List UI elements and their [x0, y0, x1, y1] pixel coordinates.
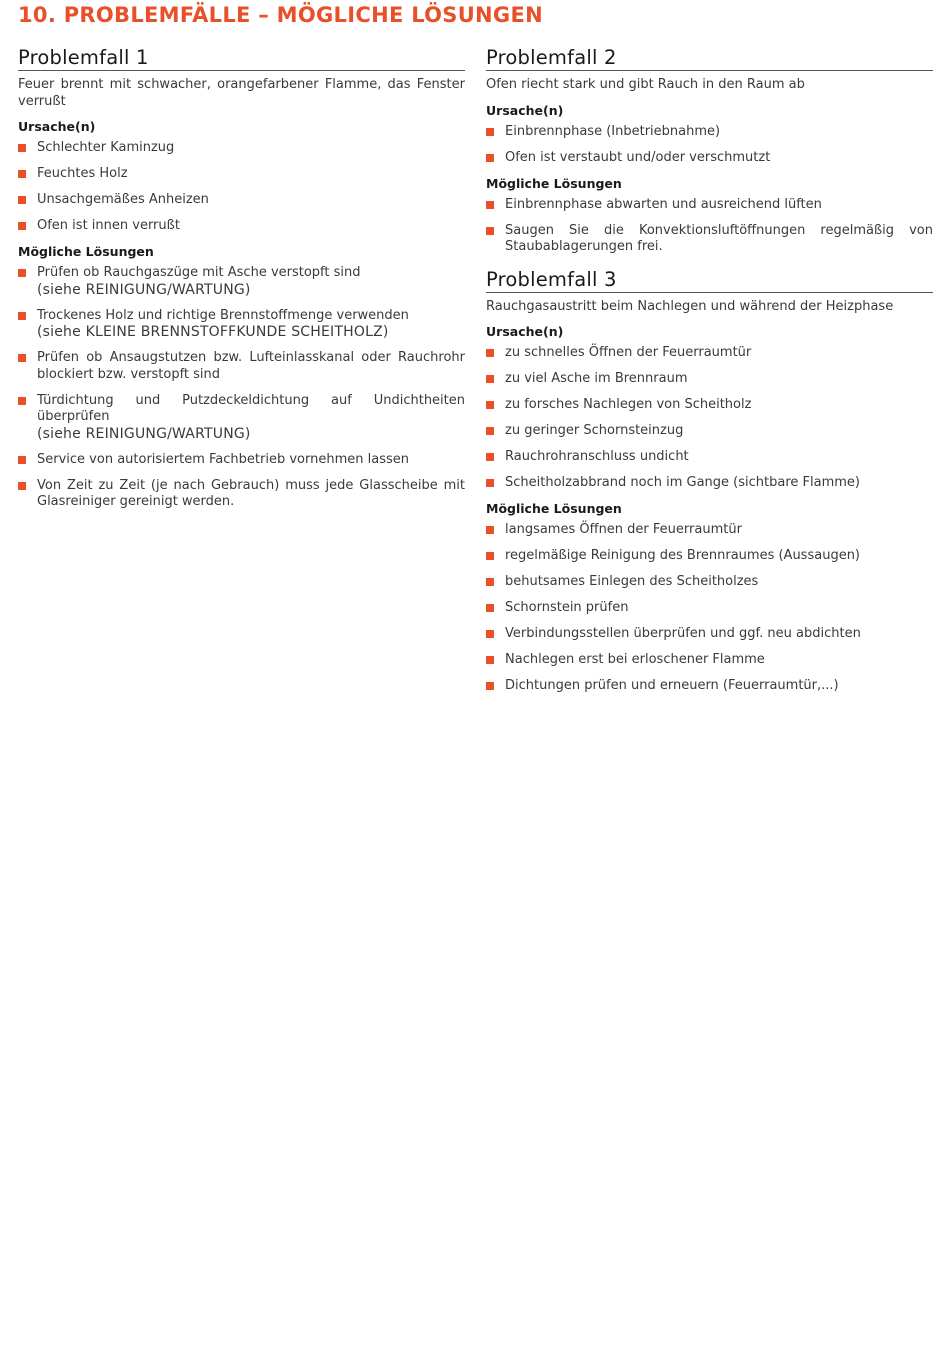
list-item-text: Prüfen ob Rauchgaszüge mit Asche verstopft sind — [37, 265, 361, 280]
list-item — [486, 600, 933, 617]
square-bullet-icon — [486, 578, 494, 586]
list-item-text: Trockenes Holz und richtige Brennstoffmenge verwenden — [37, 307, 409, 323]
list-item — [18, 166, 465, 183]
solutions-list — [486, 522, 933, 695]
list-item — [486, 548, 933, 565]
square-bullet-icon — [486, 604, 494, 612]
square-bullet-icon — [18, 269, 26, 277]
list-item — [486, 345, 933, 362]
list-item — [486, 371, 933, 388]
list-item-text: Ofen ist verstaubt und/oder verschmutzt — [505, 149, 771, 165]
page-title: 10. PROBLEMFÄLLE – MÖGLICHE LÖSUNGEN — [18, 3, 543, 27]
right-column — [486, 46, 933, 707]
square-bullet-icon — [486, 349, 494, 357]
list-item — [486, 626, 933, 643]
list-item-text: langsames Öffnen der Feuerraumtür — [505, 522, 742, 537]
problem-case-3 — [486, 268, 933, 695]
list-item — [486, 522, 933, 539]
case-title: Problemfall 1 — [18, 46, 465, 71]
list-item — [486, 197, 933, 214]
list-item-text: Dichtungen prüfen und erneuern (Feuerraumtür,...) — [505, 678, 839, 693]
list-item — [18, 140, 465, 157]
list-item — [18, 218, 465, 235]
list-item-text: Rauchrohranschluss undicht — [505, 449, 689, 464]
square-bullet-icon — [486, 201, 494, 209]
square-bullet-icon — [486, 154, 494, 162]
list-item — [486, 397, 933, 414]
list-item-text: Türdichtung und Putzdeckeldichtung auf Undichtheiten überprüfen — [37, 392, 465, 424]
list-item-text: Einbrennphase abwarten und ausreichend lüften — [505, 196, 822, 212]
list-item — [486, 449, 933, 466]
list-item — [18, 350, 465, 383]
reference-text: (siehe REINIGUNG/WARTUNG) — [37, 425, 251, 442]
causes-heading: Ursache(n) — [18, 119, 96, 134]
problem-case-2 — [486, 46, 933, 256]
case-title: Problemfall 3 — [486, 268, 933, 293]
reference-text: (siehe KLEINE BRENNSTOFFKUNDE SCHEITHOLZ) — [37, 324, 389, 340]
square-bullet-icon — [486, 682, 494, 690]
list-item-text: Von Zeit zu Zeit (je nach Gebrauch) muss jede Glasscheibe mit Glasreiniger gereinigt werden. — [37, 477, 465, 509]
left-column — [18, 46, 465, 523]
square-bullet-icon — [486, 453, 494, 461]
list-item-text: Nachlegen erst bei erloschener Flamme — [505, 652, 765, 667]
square-bullet-icon — [486, 479, 494, 487]
case-description: Feuer brennt mit schwacher, orangefarbener Flamme, das Fenster verrußt — [18, 77, 465, 109]
list-item — [486, 574, 933, 591]
list-item-text: Scheitholzabbrand noch im Gange (sichtbare Flamme) — [505, 475, 860, 490]
list-item-text: Service von autorisiertem Fachbetrieb vornehmen lassen — [37, 451, 409, 467]
case-title: Problemfall 2 — [486, 46, 933, 71]
solutions-heading: Mögliche Lösungen — [486, 175, 622, 191]
list-item — [18, 452, 465, 469]
list-item — [486, 475, 933, 492]
square-bullet-icon — [486, 427, 494, 435]
reference-text: (siehe REINIGUNG/WARTUNG) — [37, 281, 251, 298]
list-item — [18, 308, 465, 341]
list-item-text: Einbrennphase (Inbetriebnahme) — [505, 123, 721, 139]
square-bullet-icon — [486, 375, 494, 383]
square-bullet-icon — [486, 401, 494, 409]
list-item-text: Schornstein prüfen — [505, 600, 629, 615]
problem-case-1 — [18, 46, 465, 511]
solutions-list — [486, 197, 933, 256]
list-item — [18, 192, 465, 209]
list-item — [18, 393, 465, 443]
solutions-heading: Mögliche Lösungen — [486, 501, 622, 516]
square-bullet-icon — [18, 222, 26, 230]
list-item-text: zu forsches Nachlegen von Scheitholz — [505, 397, 752, 412]
square-bullet-icon — [18, 170, 26, 178]
causes-heading: Ursache(n) — [486, 102, 564, 118]
list-item-text: Verbindungsstellen überprüfen und ggf. neu abdichten — [505, 626, 861, 641]
square-bullet-icon — [18, 397, 26, 405]
list-item-text: Schlechter Kaminzug — [37, 140, 175, 155]
square-bullet-icon — [486, 552, 494, 560]
square-bullet-icon — [18, 312, 26, 320]
solutions-heading: Mögliche Lösungen — [18, 244, 154, 259]
square-bullet-icon — [18, 144, 26, 152]
list-item — [18, 265, 465, 298]
list-item-text: zu viel Asche im Brennraum — [505, 371, 688, 386]
list-item-text: behutsames Einlegen des Scheitholzes — [505, 574, 759, 589]
list-item-text: Feuchtes Holz — [37, 166, 128, 181]
list-item — [18, 478, 465, 511]
list-item-text: Ofen ist innen verrußt — [37, 218, 180, 233]
case-description: Rauchgasaustritt beim Nachlegen und während der Heizphase — [486, 298, 894, 314]
square-bullet-icon — [18, 456, 26, 464]
square-bullet-icon — [486, 656, 494, 664]
list-item — [486, 223, 933, 256]
causes-list — [486, 124, 933, 167]
square-bullet-icon — [486, 526, 494, 534]
causes-list — [18, 140, 465, 235]
list-item-text: Prüfen ob Ansaugstutzen bzw. Lufteinlasskanal oder Rauchrohr blockiert bzw. verstopft sind — [37, 350, 465, 382]
list-item-text: zu schnelles Öffnen der Feuerraumtür — [505, 345, 752, 360]
causes-list — [486, 345, 933, 492]
square-bullet-icon — [486, 128, 494, 136]
list-item-text: Saugen Sie die Konvektionsluftöffnungen regelmäßig von Staubablagerungen frei. — [505, 222, 933, 254]
list-item — [486, 124, 933, 141]
case-description: Ofen riecht stark und gibt Rauch in den Raum ab — [486, 77, 805, 92]
square-bullet-icon — [18, 354, 26, 362]
list-item — [486, 423, 933, 440]
square-bullet-icon — [18, 196, 26, 204]
list-item-text: zu geringer Schornsteinzug — [505, 423, 684, 438]
square-bullet-icon — [486, 227, 494, 235]
square-bullet-icon — [486, 630, 494, 638]
list-item-text: regelmäßige Reinigung des Brennraumes (Aussaugen) — [505, 548, 860, 563]
causes-heading: Ursache(n) — [486, 324, 564, 339]
square-bullet-icon — [18, 482, 26, 490]
list-item — [486, 678, 933, 695]
list-item — [486, 150, 933, 167]
list-item — [486, 652, 933, 669]
list-item-text: Unsachgemäßes Anheizen — [37, 192, 209, 207]
solutions-list — [18, 265, 465, 511]
